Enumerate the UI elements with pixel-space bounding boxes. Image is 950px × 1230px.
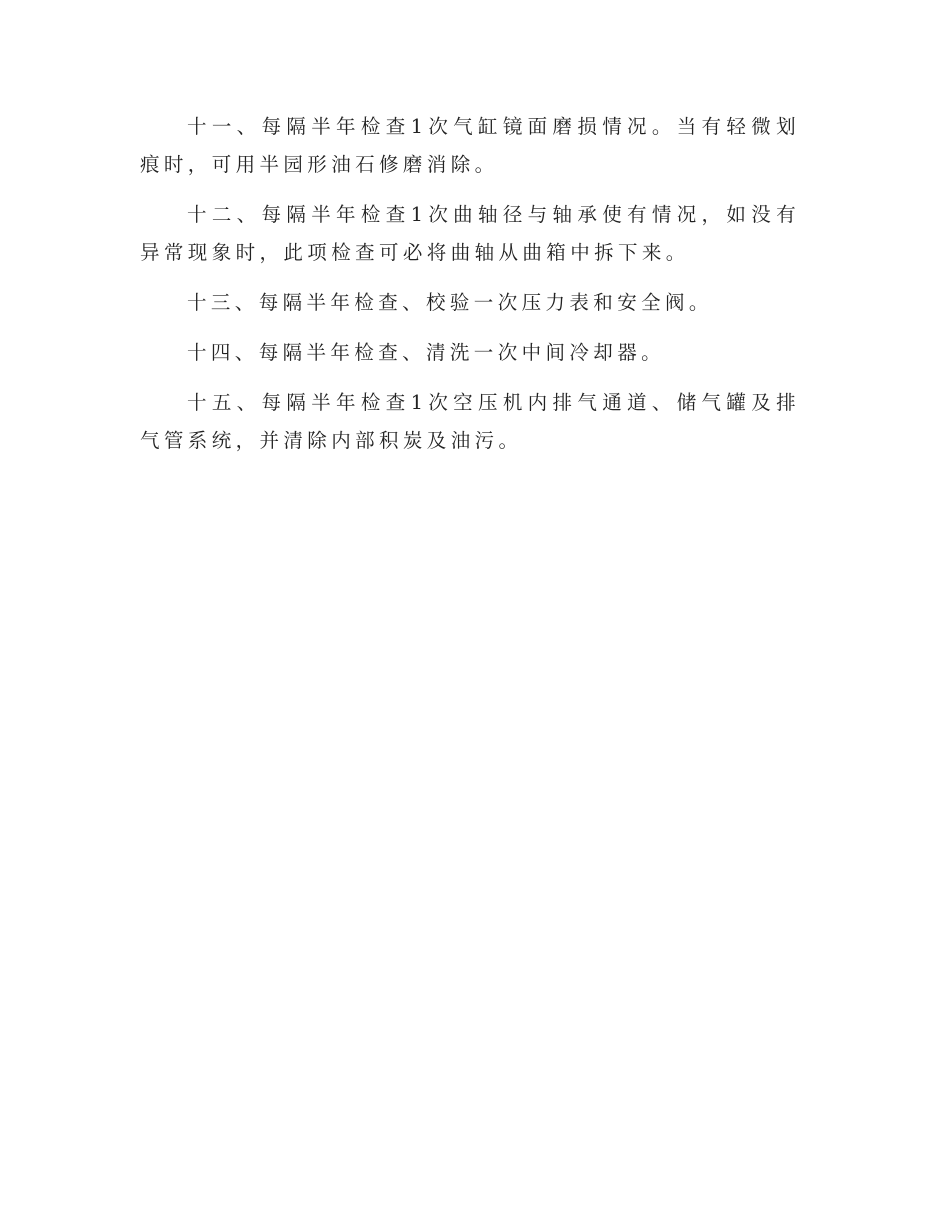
document-body [140,108,800,472]
paragraph-item-13: 十三、每隔半年检查、校验一次压力表和安全阀。 [187,291,713,314]
paragraph-item-15: 十五、每隔半年检查1次空压机内排气通道、储气罐及排气管系统，并清除内部积炭及油污。 [140,391,800,452]
paragraph-item-14: 十四、每隔半年检查、清洗一次中间冷却器。 [187,341,666,364]
paragraph-item-12: 十二、每隔半年检查1次曲轴径与轴承使有情况，如没有异常现象时，此项检查可必将曲轴从曲箱中拆下来。 [140,203,800,264]
paragraph-item-11: 十一、每隔半年检查1次气缸镜面磨损情况。当有轻微划痕时，可用半园形油石修磨消除。 [140,115,800,176]
